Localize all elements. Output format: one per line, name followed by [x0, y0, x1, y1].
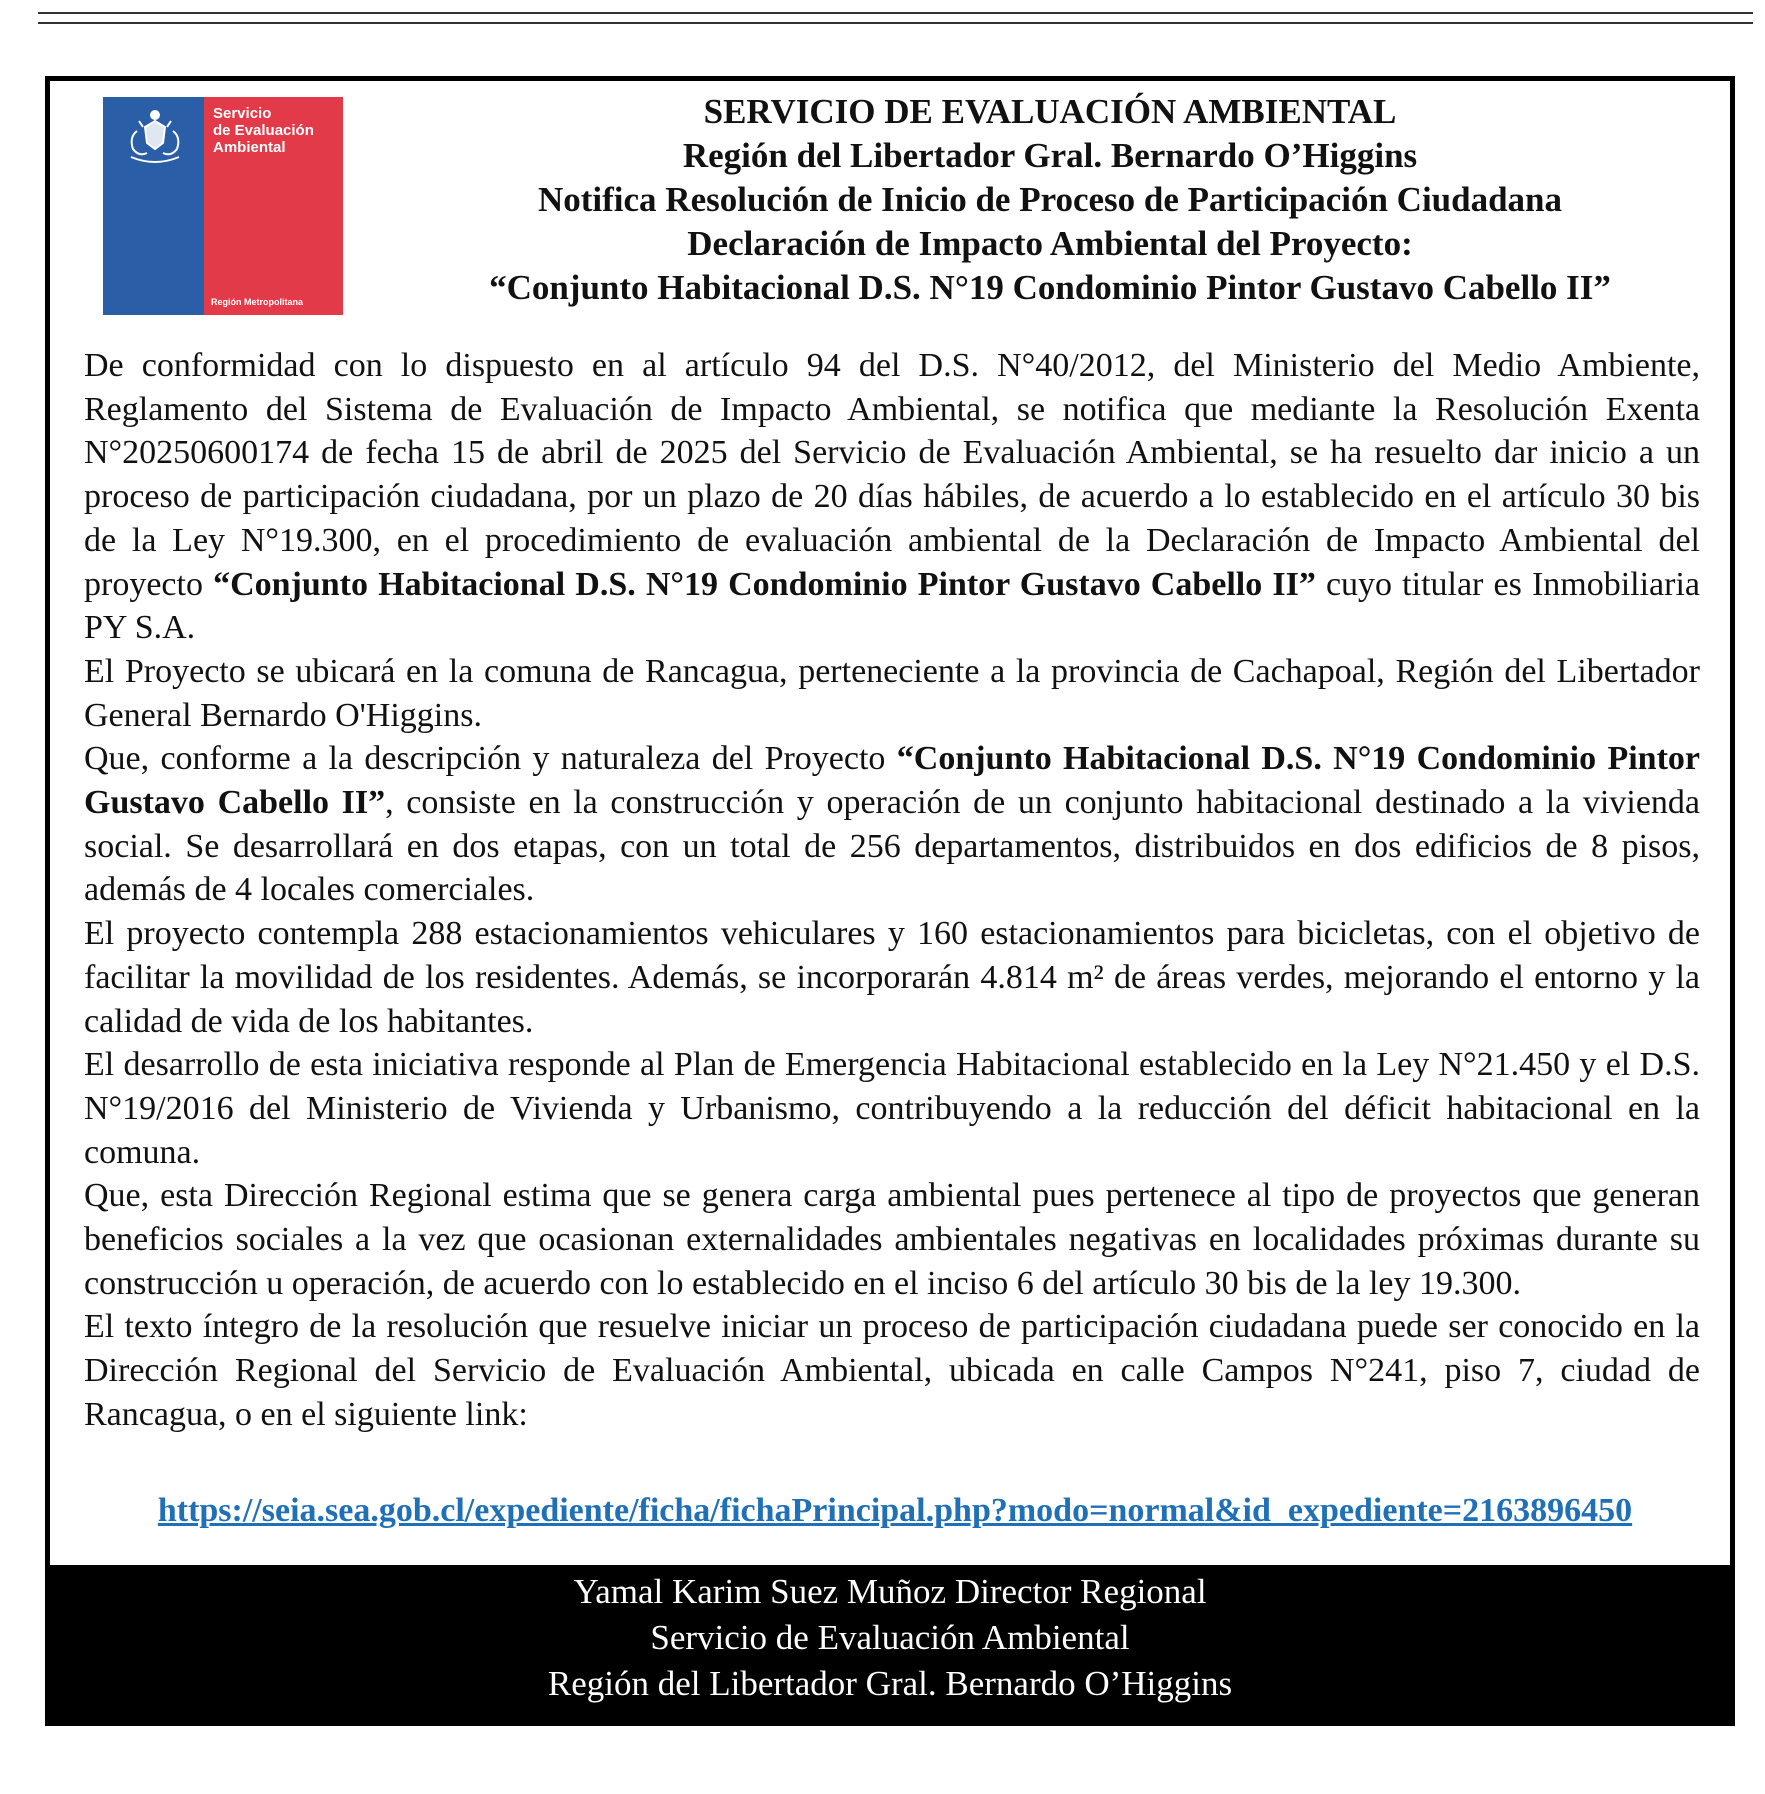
paragraph-5: El desarrollo de esta iniciativa responde al Plan de Emergencia Habitacional establecido en la Ley N°21.450 y el D.S. N°19/2016 del Ministerio de Vivienda y Urbanismo, contribuyendo a la reducción del déficit habitacional en la comuna.: [84, 1046, 1700, 1171]
paragraph-1-end: cuyo titular es Inmobiliaria PY S.A.: [84, 565, 1700, 647]
logo-subtext: Región Metropolitana: [211, 297, 303, 307]
sea-logo: [103, 97, 343, 315]
notice-body: [84, 344, 1700, 1437]
paragraph-1: [84, 344, 1700, 650]
paragraph-3: [84, 737, 1700, 912]
paragraph-3-project-name: “Conjunto Habitacional D.S. N°19 Condominio Pintor Gustavo Cabello II”: [84, 740, 1700, 822]
top-rule-second: [38, 22, 1753, 24]
logo-text-line3: Ambiental: [213, 139, 286, 156]
logo-blue-panel: [103, 97, 204, 315]
paragraph-3-start: Que, conforme a la descripción y naturaleza del Proyecto: [84, 740, 897, 778]
notice-header: [380, 90, 1720, 310]
logo-text: [213, 105, 314, 156]
logo-text-line1: Servicio: [213, 105, 272, 122]
paragraph-1-project-name: “Conjunto Habitacional D.S. N°19 Condominio Pintor Gustavo Cabello II”: [213, 565, 1316, 603]
header-declaration: Declaración de Impacto Ambiental del Proyecto:: [687, 224, 1413, 263]
header-region: Región del Libertador Gral. Bernardo O’Higgins: [682, 136, 1418, 175]
header-notice-title: Notifica Resolución de Inicio de Proceso de Participación Ciudadana: [537, 180, 1563, 219]
top-rule: [38, 12, 1753, 14]
paragraph-6: Que, esta Dirección Regional estima que se genera carga ambiental pues pertenece al tipo de proyectos que generan beneficios sociales a la vez que ocasionan externalidades ambientales negativas en localidades próximas durante su construcción u operación, de acuerdo con lo establecido en el inciso 6 del artículo 30 bis de la ley 19.300.: [84, 1177, 1700, 1302]
expediente-link[interactable]: https://seia.sea.gob.cl/expediente/ficha/fichaPrincipal.php?modo=normal&id_expediente=2163896450: [157, 1492, 1633, 1529]
paragraph-1-start: De conformidad con lo dispuesto en al artículo 94 del D.S. N°40/2012, del Ministerio del Medio Ambiente, Reglamento del Sistema de Evaluación de Impacto Ambiental, se notifica que mediante la Resolución Exenta N°20250600174 de fecha 15 de abril de 2025 del Servicio de Evaluación Ambiental, se ha resuelto dar inicio a un proceso de participación ciudadana, por un plazo de 20 días hábiles, de acuerdo a lo establecido en el artículo 30 bis de la Ley N°19.300, en el procedimiento de evaluación ambiental de la Declaración de Impacto Ambiental del proyecto: [84, 347, 1700, 603]
footer-director: Yamal Karim Suez Muñoz Director Regional: [573, 1572, 1207, 1611]
paragraph-3-end: , consiste en la construcción y operación de un conjunto habitacional destinado a la vivienda social. Se desarrollará en dos etapas, con un total de 256 departamentos, distribuidos en dos edificios de 8 pisos, además de 4 locales comerciales.: [84, 784, 1700, 909]
paragraph-4: El proyecto contempla 288 estacionamientos vehiculares y 160 estacionamientos para bicicletas, con el objetivo de facilitar la movilidad de los residentes. Además, se incorporarán 4.814 m² de áreas verdes, mejorando el entorno y la calidad de vida de los habitantes.: [84, 915, 1700, 1040]
header-agency: SERVICIO DE EVALUACIÓN AMBIENTAL: [703, 92, 1397, 131]
logo-text-line2: de Evaluación: [213, 122, 314, 139]
coat-of-arms-icon: [117, 107, 193, 171]
footer-agency: Servicio de Evaluación Ambiental: [650, 1618, 1130, 1657]
signature-footer: [50, 1565, 1730, 1721]
paragraph-7: El texto íntegro de la resolución que resuelve iniciar un proceso de participación ciudadana puede ser conocido en la Dirección Regional del Servicio de Evaluación Ambiental, ubicada en calle Campos N°241, piso 7, ciudad de Rancagua, o en el siguiente link:: [84, 1308, 1700, 1433]
header-project-name: “Conjunto Habitacional D.S. N°19 Condominio Pintor Gustavo Cabello II”: [489, 268, 1611, 307]
paragraph-2: El Proyecto se ubicará en la comuna de Rancagua, perteneciente a la provincia de Cachapoal, Región del Libertador General Bernardo O'Higgins.: [84, 652, 1700, 734]
footer-region: Región del Libertador Gral. Bernardo O’Higgins: [547, 1664, 1233, 1703]
logo-red-panel: [204, 97, 343, 315]
